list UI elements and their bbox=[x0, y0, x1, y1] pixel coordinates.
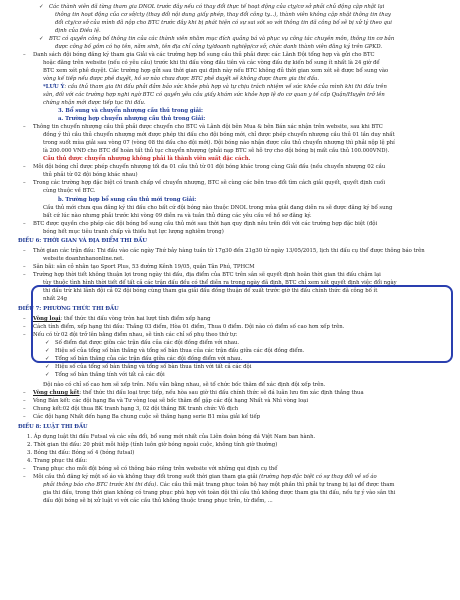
text-line bbox=[55, 44, 382, 51]
line-text: Các thành viên đã từng tham gia DNOL trước đây nếu có thay đổi thực tế hoạt động của cty/cơ sở phải chủ động cập nhật lại bbox=[49, 4, 385, 10]
text-line bbox=[58, 116, 205, 123]
dash-bullet: – bbox=[23, 272, 26, 278]
text-line bbox=[43, 60, 380, 67]
text-line bbox=[43, 76, 319, 83]
text-line bbox=[43, 482, 394, 489]
text-line bbox=[23, 390, 364, 397]
line-text: Vòng Bán kết: các đội hạng Ba và Tư vòng loại sẽ bốc thăm để gặp các đội hạng Nhất và Nhì vòng loại bbox=[33, 398, 309, 404]
line-text: 1. Áp dụng luật thi đấu Futsal và các sửa đổi, bổ sung mới nhất của Liên đoàn bóng đá Việt Nam ban hành. bbox=[27, 434, 316, 440]
text-line bbox=[23, 414, 261, 421]
line-text: ĐIỀU 8: LUẬT THI ĐẤU bbox=[18, 424, 88, 430]
line-text: gia thi đấu, trong thời gian không có trang phục phù hợp với toàn đội thì cầu thủ không được tham gia thi đấu, nếu tự ý vào sân thi bbox=[43, 490, 396, 496]
line-text: bất cứ lúc nào nhưng phải trước khi vòng 09 diễn ra và tuân thủ đúng các yêu cầu về hồ sơ đăng ký. bbox=[43, 213, 312, 219]
dash-bullet: – bbox=[23, 316, 26, 322]
line-text: bóng hết mục tiêu tranh chấp và thiếu hụt lực lượng nghiêm trọng) bbox=[43, 229, 224, 235]
text-line bbox=[23, 474, 377, 481]
line-text: Vòng loại: thể thức thi đấu vòng tròn hai lượt tính điểm xếp hạng bbox=[33, 316, 211, 322]
text-line bbox=[27, 434, 315, 441]
text-line bbox=[18, 238, 147, 245]
line-text: đấu đội bóng sẽ bị xử luật vi với các cầu thủ không thuộc trang phục trên, từ điểm, ... bbox=[43, 498, 273, 504]
line-text: Mỗi cầu thủ đăng ký một số áo và không thay đổi trong suốt thời gian tham gia giải (trường hợp đặc biệt có sự thay đổi về số áo bbox=[33, 474, 377, 480]
line-text: ĐIỀU 7: PHƯƠNG THỨC THI ĐẤU bbox=[18, 306, 119, 312]
line-text: định của Điều lệ. bbox=[55, 28, 101, 34]
checkmark-icon: ✓ bbox=[45, 348, 50, 354]
text-line bbox=[43, 498, 273, 505]
line-text: đổi cty/cơ sở của mình đã nộp cho BTC trước đây khi bị phát hiện có sự sai sót so với thông tin đã công bố sẽ bị xử lý theo qui bbox=[55, 20, 392, 26]
text-line bbox=[43, 188, 96, 195]
text-line bbox=[23, 124, 383, 131]
line-text: Hiệu số của tổng số bàn thắng và tổng số bàn thua tính với tất cả các đội bbox=[55, 364, 252, 370]
text-line bbox=[27, 450, 134, 457]
line-text: Số điểm đạt được giữa các trận đấu của các đội đồng điểm với nhau. bbox=[55, 340, 240, 346]
line-text: Tổng số bàn thắng tính với tất cả các đội bbox=[55, 372, 165, 378]
text-line bbox=[39, 4, 385, 11]
line-text: Tổng số bàn thắng của các trận đấu giữa các đội đồng điểm với nhau. bbox=[55, 356, 243, 362]
text-line bbox=[43, 132, 395, 139]
checkmark-icon: ✓ bbox=[45, 340, 50, 346]
dash-bullet: – bbox=[23, 180, 26, 186]
line-text: Chung kết:02 đội thua BK tranh hạng 3, 02 đội thắng BK tranh chức Vô địch bbox=[33, 406, 239, 412]
dash-bullet: – bbox=[23, 390, 26, 396]
line-text: thủ phải từ 02 đội bóng khác nhau) bbox=[43, 172, 138, 178]
line-text: tùy thuộc tình hình thời tiết để tất cả các trận đấu đều có thể diễn ra trong ngày đã định, BTC chỉ xem xét quyết định việc đổi ngày bbox=[43, 280, 397, 286]
line-text: 3. Bóng thi đấu: Bóng số 4 (bóng futsal) bbox=[27, 450, 135, 456]
highlight-box bbox=[31, 285, 453, 363]
line-text: Trong các trường hợp đặc biệt có tranh chấp về chuyển nhượng, BTC sẽ cùng các bên trao đổi tìm cách giải quyết, quyết định cuối bbox=[33, 180, 386, 186]
line-text: Các đội hạng Nhất đến hạng Ba chung cuộc sẽ thăng hạng serie B1 mùa giải kế tiếp bbox=[33, 414, 261, 420]
line-text: Mỗi đội bóng chỉ được phép chuyển nhượng tối đa 01 cầu thủ từ 01 đội bóng khác trong cùng Giải đấu (nếu chuyển nhượng 02 cầu bbox=[33, 164, 386, 170]
line-text: hoặc đăng trên website (nếu có yêu cầu) trước khi thi đấu vòng đầu tiên và các vòng đấu dự kiến bổ sung ít nhất là 24 giờ để bbox=[43, 60, 380, 66]
dash-bullet: – bbox=[23, 124, 26, 130]
text-line bbox=[55, 20, 392, 27]
checkmark-icon: ✓ bbox=[39, 4, 44, 10]
line-text: Thời gian các trận đấu: Thi đấu vào các ngày Thứ bảy hàng tuần từ 17g30 đến 21g30 từ ngày 13/05/2015, lịch thi đấu cụ thể được thông báo trên bbox=[33, 248, 425, 254]
checkmark-icon: ✓ bbox=[45, 372, 50, 378]
line-text: nhất 24g bbox=[43, 296, 68, 302]
text-line bbox=[23, 52, 375, 59]
line-text: website doanhnhanonline.net. bbox=[43, 256, 124, 262]
checkmark-icon: ✓ bbox=[45, 356, 50, 362]
line-text: ĐIỀU 6: THỜI GIAN VÀ ĐỊA ĐIỂM THI ĐẤU bbox=[18, 238, 147, 244]
line-text: Hiệu số của tổng số bàn thắng và tổng số bàn thua của các trận đấu giữa các đội đồng điểm. bbox=[55, 348, 305, 354]
line-text: phải thông báo cho BTC trước khi thi đấu). Các cầu thủ mặt trang phục toàn bộ hay một phần thì phải tự trang bị lại để được tham bbox=[43, 482, 395, 488]
dash-bullet: – bbox=[23, 164, 26, 170]
line-text: Đội nào có chỉ số cao hơn sẽ xếp trên. Nếu vẫn bằng nhau, sẽ tổ chức bốc thăm để xác định đội xếp trên. bbox=[43, 382, 326, 388]
dash-bullet: – bbox=[23, 264, 26, 270]
text-line bbox=[43, 229, 224, 236]
line-text: vòng kế tiếp nếu được phê duyệt, hồ sơ nào chưa được BTC phê duyệt sẽ không được tham gia thi đấu. bbox=[43, 76, 320, 82]
text-line bbox=[27, 442, 277, 449]
text-line bbox=[43, 140, 395, 147]
line-text: Sân bãi: sân cỏ nhân tạo Sport Plus, 53 đường Kênh 19/05, quận Tân Phú, TPHCM bbox=[33, 264, 255, 270]
line-text: chứng nhận mới được tiếp tục thi đấu. bbox=[43, 100, 146, 106]
line-text: Thông tin chuyển nhượng cầu thủ phải được chuyển cho BTC và Lãnh đội bên Mua & bên Bán xác nhận trên website, sau khi BTC bbox=[33, 124, 383, 130]
line-text: Cầu thủ mới chưa qua đăng ký thi đấu cho bất cứ đội bóng nào thuộc DNOL trong mùa giải đang diễn ra sẽ được đăng ký bổ sung bbox=[43, 205, 393, 211]
text-line bbox=[55, 12, 391, 19]
text-line bbox=[43, 172, 138, 179]
text-line bbox=[43, 148, 389, 155]
text-line bbox=[43, 213, 312, 220]
line-text: sân, đối với các trường hợp nghi ngờ BTC có quyền yêu cầu giấy khám sức khỏe hợp lệ do cơ quan y tế cấp Quận/Huyện trở lên bbox=[43, 92, 385, 98]
dash-bullet: – bbox=[23, 466, 26, 472]
text-line bbox=[23, 164, 386, 171]
line-text: Nếu có từ 02 đội trở lên bằng điểm nhau, sẽ tính các chỉ số phụ theo thứ tự: bbox=[33, 332, 238, 338]
line-text: là 200.000 VNĐ cho BTC để hoàn tất thủ tục chuyển nhượng (phải nạp BTC sẽ hỗ trợ cho đội bóng bị mất cầu thủ 100.000VND). bbox=[43, 148, 390, 154]
text-line bbox=[39, 36, 395, 43]
line-text: 3. Bổ sung và chuyển nhượng cầu thủ trong giải: bbox=[58, 108, 203, 114]
dash-bullet: – bbox=[23, 406, 26, 412]
checkmark-icon: ✓ bbox=[39, 36, 44, 42]
text-line bbox=[43, 92, 385, 99]
text-line bbox=[45, 372, 165, 379]
dash-bullet: – bbox=[23, 414, 26, 420]
text-line bbox=[23, 466, 278, 473]
text-line bbox=[23, 406, 239, 413]
line-text: b. Trường hợp bổ sung cầu thủ mới trong Giải: bbox=[58, 197, 197, 203]
line-text: Cầu thủ được chuyển nhượng không phải là thành viên suất đặc cách. bbox=[43, 156, 251, 162]
checkmark-icon: ✓ bbox=[45, 364, 50, 370]
dash-bullet: – bbox=[23, 332, 26, 338]
text-line bbox=[58, 108, 203, 115]
text-line bbox=[43, 84, 387, 91]
text-line bbox=[43, 100, 146, 107]
text-line bbox=[23, 180, 386, 187]
text-line bbox=[43, 156, 250, 163]
line-text: thi đấu trừ khi lãnh đội cả 02 đội bóng cùng tham gia giải đấu đồng thuận để xuất trước giờ thi đấu chính thức đã công bố ít bbox=[43, 288, 378, 294]
text-line bbox=[45, 364, 252, 371]
line-text: được công bố gồm có họ tên, năm sinh, tên địa chỉ công ty/doanh nghiệp/cơ sở, chức danh thành viên đăng ký trên GPKD. bbox=[55, 44, 383, 50]
dash-bullet: – bbox=[23, 221, 26, 227]
dash-bullet: – bbox=[23, 474, 26, 480]
line-text: BTC xem xét phê duyệt. Các trường hợp gửi sau thời gian qui định này nếu BTC không đủ thời gian xem xét sẽ được bổ sung vào bbox=[43, 68, 389, 74]
line-text: đồng ý thì cầu thủ chuyển nhượng mới được phép thi đấu cho đội bóng mới, chỉ được phép chuyển nhượng cầu thủ 01 lần duy nhất bbox=[43, 132, 395, 138]
line-text: BTC được quyền cho phép các đội bóng bổ sung cầu thủ mới sau thời hạn quy định nêu trên đối với các trường hợp đặc biệt (đội bbox=[33, 221, 378, 227]
line-text: Vòng chung kết: thể thức thi đấu loại trực tiếp, nếu hòa sau giờ thi đấu chính thức sẽ đá luân lưu 6m xác định thắng thua bbox=[33, 390, 364, 396]
text-line bbox=[18, 424, 88, 431]
line-text: Danh sách đội bóng đăng ký tham gia Giải và các trường hợp bổ sung cầu thủ phải được các Lãnh Đội tổng hợp và gửi cho BTC bbox=[33, 52, 375, 58]
text-line bbox=[27, 458, 87, 465]
text-line bbox=[43, 382, 325, 389]
text-line bbox=[43, 68, 388, 75]
text-line bbox=[43, 256, 124, 263]
line-text: trong suốt mùa giải sau vòng 07 (vòng 08 thi đấu cho đội mới). Đội bóng nào nhận được cầu thủ chuyển nhượng thì phải nộp lệ phí bbox=[43, 140, 395, 146]
line-text: Trường hợp thời tiết không thuận lợi trong ngày thi đấu, địa điểm của BTC trên sân sẽ quyết định hoãn thời gian thi đấu chậm lại bbox=[33, 272, 381, 278]
line-text: *LƯU Ý: cầu thủ tham gia thi đấu phải đảm bảo sức khỏe phù hợp và tự chịu trách nhiệm về sức khỏe của mình khi thi đấu trên bbox=[43, 84, 387, 90]
line-text: 2. Thời gian thi đấu: 20 phút mỗi hiệp (tính luôn giờ bóng ngoài cuộc, không tính giờ thường) bbox=[27, 442, 278, 448]
text-line bbox=[43, 490, 395, 497]
text-line bbox=[58, 197, 196, 204]
text-line bbox=[23, 264, 255, 271]
dash-bullet: – bbox=[23, 248, 26, 254]
dash-bullet: – bbox=[23, 398, 26, 404]
dash-bullet: – bbox=[23, 52, 26, 58]
line-text: cùng thuộc về BTC. bbox=[43, 188, 96, 194]
line-text: Trang phục cho mỗi đội bóng sẽ có thông báo riêng trên website với những qui định cụ thể bbox=[33, 466, 278, 472]
line-text: thông tin hoạt động của cơ sở/cty (thay đổi nội dung giấy phép, thay đổi công ty...), thành viên không cập nhật thông tin thay bbox=[55, 12, 391, 18]
line-text: 4. Trang phục thi đấu: bbox=[27, 458, 88, 464]
text-line bbox=[55, 28, 101, 35]
text-line bbox=[23, 248, 425, 255]
line-text: a. Trường hợp chuyển nhượng cầu thủ trong Giải: bbox=[58, 116, 206, 122]
text-line bbox=[43, 205, 392, 212]
dash-bullet: – bbox=[23, 324, 26, 330]
text-line bbox=[23, 272, 381, 279]
text-line bbox=[23, 398, 309, 405]
line-text: Cách tính điểm, xếp hạng thi đấu: Thắng 03 điểm, Hòa 01 điểm, Thua 0 điểm. Đội nào có điểm số cao hơn xếp trên. bbox=[33, 324, 345, 330]
text-line bbox=[23, 221, 378, 228]
line-text: BTC có quyền công bố thông tin của các thành viên nhằm mục đích quảng bá và phục vụ công tác chuyên môn, thông tin cơ bản bbox=[49, 36, 395, 42]
